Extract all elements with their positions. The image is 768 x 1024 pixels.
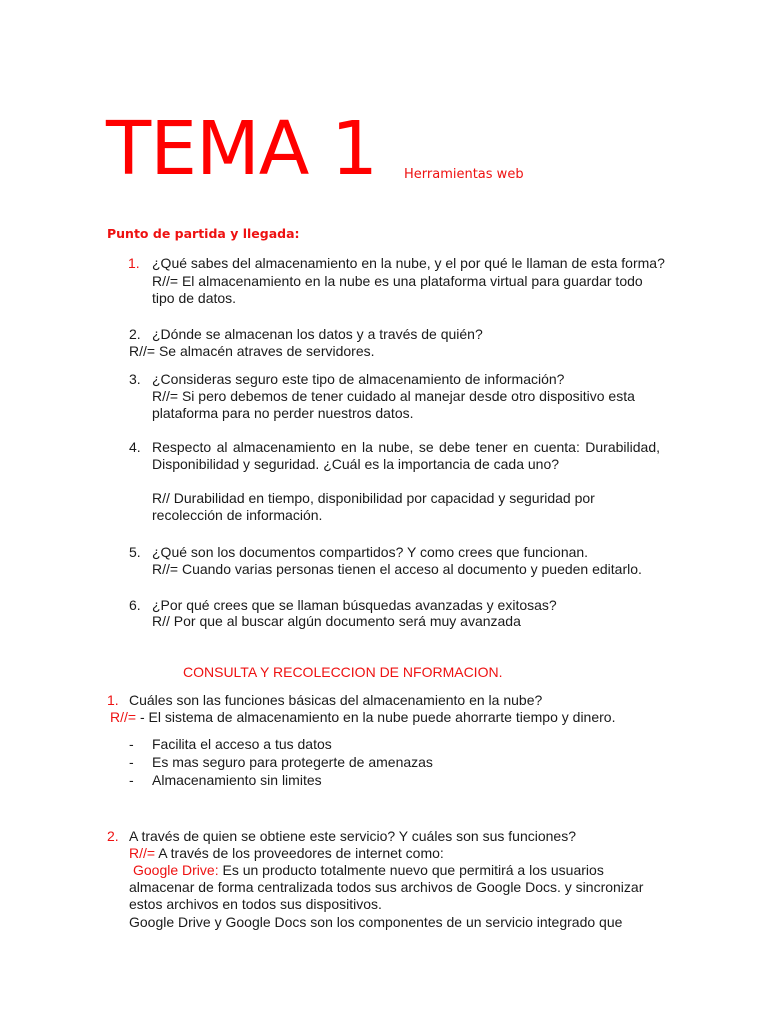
item-number: 2. [129, 326, 141, 342]
bullet-dash: - [129, 754, 134, 770]
bullet-dash: - [129, 772, 134, 788]
item-number: 1. [107, 692, 119, 708]
page-title: TEMA 1 [106, 106, 378, 192]
answer-body: - El sistema de almacenamiento en la nube puede ahorrarte tiempo y dinero. [136, 709, 616, 725]
item-number: 5. [129, 544, 141, 560]
google-drive-text: Es un producto totalmente nuevo que permitirá a los usuarios [218, 862, 604, 878]
question-text: Cuáles son las funciones básicas del almacenamiento en la nube? [129, 692, 543, 708]
item-number: 2. [107, 828, 119, 844]
answer-text [110, 709, 615, 726]
bullet-item: Almacenamiento sin limites [152, 772, 322, 788]
question-text: ¿Dónde se almacenan los datos y a través de quién? [152, 326, 483, 342]
item-number: 4. [129, 439, 141, 455]
answer-text: recolección de información. [152, 507, 323, 523]
bullet-item: Facilita el acceso a tus datos [152, 736, 332, 752]
answer-text: plataforma para no perder nuestros datos. [152, 405, 414, 421]
question-text: ¿Qué son los documentos compartidos? Y como crees que funcionan. [152, 544, 589, 560]
section-heading: CONSULTA Y RECOLECCION DE NFORMACION. [183, 664, 503, 680]
item-number: 3. [129, 371, 141, 387]
answer-text: R//= El almacenamiento en la nube es una plataforma virtual para guardar todo [152, 273, 643, 289]
item-number: 1. [128, 255, 140, 271]
bullet-item: Es mas seguro para protegerte de amenazas [152, 754, 433, 770]
answer-text: R//= Cuando varias personas tienen el acceso al documento y pueden editarlo. [152, 561, 642, 577]
answer-text: R//= Se almacén atraves de servidores. [129, 343, 375, 359]
answer-prefix: R//= [110, 709, 137, 725]
google-drive-text: almacenar de forma centralizada todos sus archivos de Google Docs. y sincronizar [129, 879, 644, 895]
answer-text: tipo de datos. [152, 290, 237, 306]
google-drive-label: Google Drive: [133, 862, 219, 878]
google-drive-text: estos archivos en todos sus dispositivos. [129, 896, 382, 912]
question-text: A través de quien se obtiene este servicio? Y cuáles son sus funciones? [129, 828, 576, 844]
answer-prefix: R//= [129, 845, 156, 861]
question-text: ¿Por qué crees que se llaman búsquedas avanzadas y exitosas? [152, 597, 557, 613]
question-text: ¿Qué sabes del almacenamiento en la nube, y el por qué le llaman de esta forma? [152, 255, 665, 271]
answer-text [129, 845, 444, 862]
google-drive-paragraph [129, 862, 604, 879]
question-text: Respecto al almacenamiento en la nube, se debe tener en cuenta: Durabilidad, Disponibilidad y seguridad. ¿Cuál es la importancia de cada uno? [152, 439, 660, 472]
answer-body: A través de los proveedores de internet como: [155, 845, 444, 861]
page-subtitle: Herramientas web [404, 167, 524, 182]
bullet-dash: - [129, 736, 134, 752]
answer-text: R// Por que al buscar algún documento será muy avanzada [152, 613, 521, 629]
answer-text: R// Durabilidad en tiempo, disponibilidad por capacidad y seguridad por [152, 490, 595, 506]
question-text: ¿Consideras seguro este tipo de almacenamiento de información? [152, 371, 565, 387]
answer-text: R//= Si pero debemos de tener cuidado al manejar desde otro dispositivo esta [152, 388, 635, 404]
google-drive-text: Google Drive y Google Docs son los componentes de un servicio integrado que [129, 914, 623, 930]
section-heading: Punto de partida y llegada: [107, 226, 300, 241]
item-number: 6. [129, 597, 141, 613]
